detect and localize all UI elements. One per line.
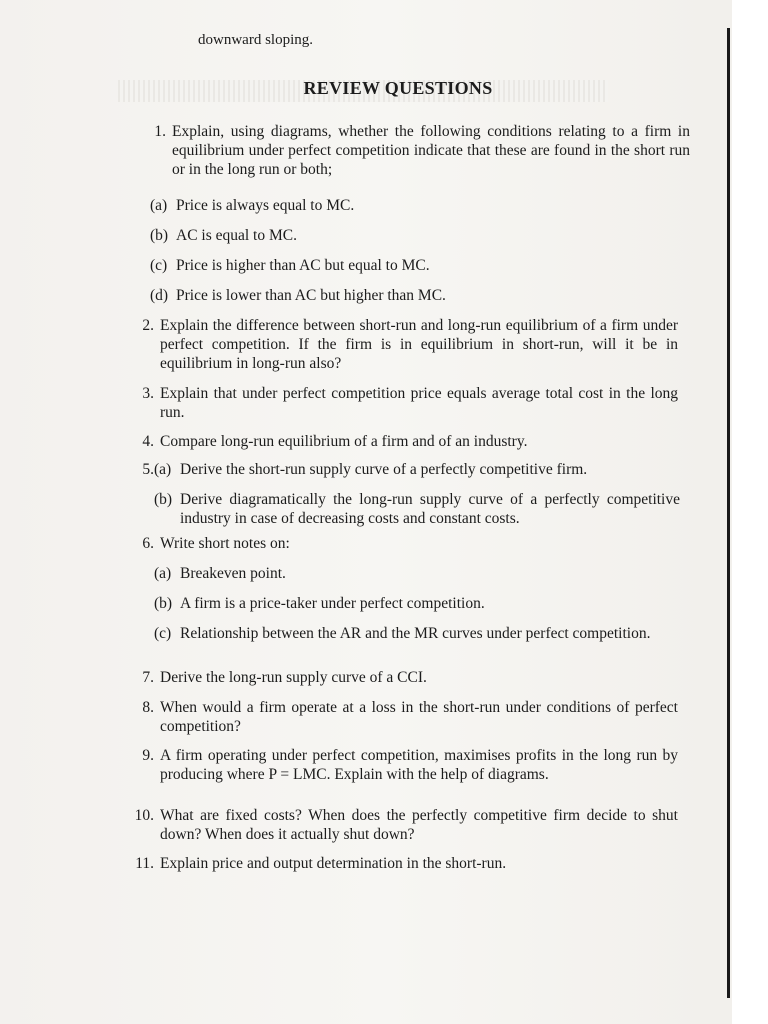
question-6-b	[154, 594, 680, 613]
question-number: 5.	[142, 461, 154, 478]
question-5-a	[154, 460, 680, 479]
question-text: Write short notes on:	[160, 535, 290, 552]
question-text: Derive the long-run supply curve of a CCI.	[160, 669, 427, 686]
question-5-b	[154, 490, 680, 528]
question-3	[108, 384, 678, 422]
sub-label: (c)	[154, 625, 172, 642]
question-1-c	[150, 256, 690, 275]
question-number: 3.	[142, 385, 154, 402]
question-6	[108, 534, 678, 553]
sub-text: A firm is a price-taker under perfect competition.	[180, 595, 485, 612]
question-text: When would a firm operate at a loss in the short-run under conditions of perfect competition?	[160, 699, 678, 735]
question-1	[120, 122, 690, 179]
question-number: 4.	[142, 433, 154, 450]
sub-text: Relationship between the AR and the MR curves under perfect competition.	[180, 625, 651, 642]
question-1-a	[150, 196, 690, 215]
question-10	[108, 806, 678, 844]
sub-label: (b)	[154, 595, 173, 612]
question-text: Explain, using diagrams, whether the following conditions relating to a firm in equilibrium under perfect competition indicate that these are found in the short run or in the long run or both;	[172, 123, 690, 178]
sub-text: Derive diagramatically the long-run supply curve of a perfectly competitive industry in case of decreasing costs and constant costs.	[180, 491, 680, 527]
question-number: 11.	[135, 855, 154, 872]
question-number: 9.	[142, 747, 154, 764]
question-7	[108, 668, 678, 687]
sub-label: (b)	[154, 491, 173, 508]
question-text: Explain that under perfect competition price equals average total cost in the long run.	[160, 385, 678, 421]
sub-text: AC is equal to MC.	[176, 227, 297, 244]
question-text: Explain the difference between short-run and long-run equilibrium of a firm under perfect competition. If the firm is in equilibrium in short-run, will it be in equilibrium in long-run also?	[160, 317, 678, 372]
question-1-b	[150, 226, 690, 245]
page-margin	[732, 0, 768, 1024]
question-6-c	[154, 624, 680, 643]
sub-text: Breakeven point.	[180, 565, 286, 582]
question-text: What are fixed costs? When does the perfectly competitive firm decide to shut down? When does it actually shut down?	[160, 807, 678, 843]
continued-text: downward sloping.	[198, 32, 313, 48]
question-9	[108, 746, 678, 784]
sub-label: (c)	[150, 257, 168, 274]
sub-text: Price is lower than AC but higher than MC.	[176, 287, 446, 304]
question-6-a	[154, 564, 680, 583]
sub-label: (a)	[150, 197, 168, 214]
question-number: 8.	[142, 699, 154, 716]
question-5	[108, 460, 154, 479]
sub-label: (a)	[154, 461, 172, 478]
question-4	[108, 432, 678, 451]
sub-label: (d)	[150, 287, 169, 304]
sub-label: (b)	[150, 227, 169, 244]
question-number: 1.	[154, 123, 166, 140]
question-8	[108, 698, 678, 736]
sub-text: Price is always equal to MC.	[176, 197, 355, 214]
sub-label: (a)	[154, 565, 172, 582]
question-2	[108, 316, 678, 373]
question-number: 2.	[142, 317, 154, 334]
question-text: Compare long-run equilibrium of a firm and of an industry.	[160, 433, 528, 450]
question-11	[108, 854, 678, 873]
question-number: 10.	[134, 807, 154, 824]
sub-text: Price is higher than AC but equal to MC.	[176, 257, 430, 274]
question-1-d	[150, 286, 690, 305]
question-text: A firm operating under perfect competition, maximises profits in the long run by producing where P = LMC. Explain with the help of diagrams.	[160, 747, 678, 783]
question-number: 6.	[142, 535, 154, 552]
question-text: Explain price and output determination in the short-run.	[160, 855, 507, 872]
sub-text: Derive the short-run supply curve of a perfectly competitive firm.	[180, 461, 588, 478]
binding-line	[727, 28, 730, 998]
question-number: 7.	[142, 669, 154, 686]
section-heading: REVIEW QUESTIONS	[303, 78, 493, 98]
